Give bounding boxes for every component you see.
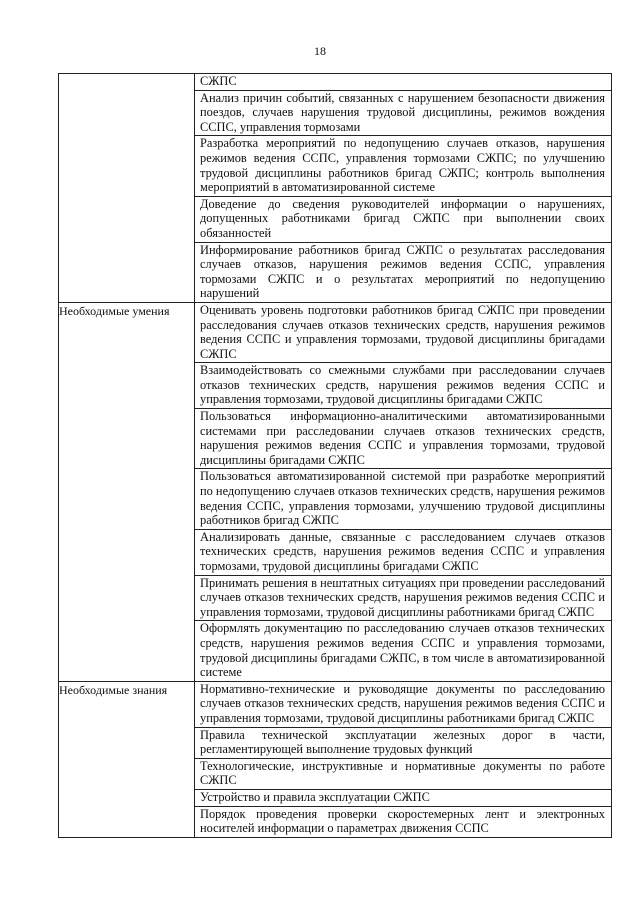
- content-cell: Анализ причин событий, связанных с нарушением безопасности движения поездов, случаев нарушения трудовой дисциплины, режимов вождения ССПС, управления тормозами: [195, 90, 612, 136]
- content-cell: Пользоваться информационно-аналитическими автоматизированными системами при расследовании случаев отказов технических средств, нарушения режимов ведения ССПС и управления тормозами, трудовой дисциплины бригадами СЖПС: [195, 409, 612, 469]
- content-cell: Анализировать данные, связанные с расследованием случаев отказов технических средств, нарушения режимов ведения ССПС и управления тормозами, трудовой дисциплины бригадами СЖПС: [195, 529, 612, 575]
- content-cell: Доведение до сведения руководителей информации о нарушениях, допущенных работниками бригад СЖПС при выполнении своих обязанностей: [195, 196, 612, 242]
- table-row: [59, 302, 612, 362]
- label-skills: Необходимые умения: [59, 303, 170, 318]
- qualification-table: [58, 73, 612, 838]
- content-cell: Оформлять документацию по расследованию случаев отказов технических средств, нарушения режимов ведения ССПС и управления тормозами, трудовой дисциплины бригадами СЖПС, в том числе в автоматизированной системе: [195, 621, 612, 681]
- label-cell-empty: [59, 74, 195, 303]
- content-cell: Правила технической эксплуатации железных дорог в части, регламентирующей выполнение трудовых функций: [195, 727, 612, 758]
- label-knowledge: Необходимые знания: [59, 682, 168, 697]
- page-number: 18: [314, 44, 326, 58]
- content-cell: Нормативно-технические и руководящие документы по расследованию случаев отказов технических средств, нарушения режимов ведения ССПС и управления тормозами, трудовой дисциплины работниками бригад СЖПС: [195, 681, 612, 727]
- table-row: [59, 681, 612, 727]
- content-cell: Принимать решения в нештатных ситуациях при проведении расследований случаев отказов технических средств, нарушения режимов ведения ССПС и управления тормозами, трудовой дисциплины работниками бригад СЖПС: [195, 575, 612, 621]
- content-cell: Взаимодействовать со смежными службами при расследовании случаев отказов технических средств, нарушения режимов ведения ССПС и управления тормозами, трудовой дисциплины бригадами СЖПС: [195, 363, 612, 409]
- table-row: [59, 74, 612, 91]
- content-cell: Пользоваться автоматизированной системой при разработке мероприятий по недопущению случаев отказов технических средств, нарушения режимов ведения ССПС, управления тормозами, улучшению трудовой дисциплины работников бригад СЖПС: [195, 469, 612, 529]
- content-cell: Технологические, инструктивные и нормативные документы по работе СЖПС: [195, 758, 612, 789]
- content-cell: Информирование работников бригад СЖПС о результатах расследования случаев отказов, нарушения режимов ведения ССПС, управления тормозами СЖПС и о результатах мероприятий по недопущению нарушений: [195, 242, 612, 302]
- content-cell: Устройство и правила эксплуатации СЖПС: [195, 789, 612, 806]
- content-cell: СЖПС: [195, 74, 612, 91]
- label-cell-knowledge: [59, 681, 195, 837]
- content-cell: Порядок проведения проверки скоростемерных лент и электронных носителей информации о параметрах движения ССПС: [195, 806, 612, 837]
- content-cell: Оценивать уровень подготовки работников бригад СЖПС при проведении расследования случаев отказов технических средств, нарушения режимов ведения ССПС и управления тормозами, трудовой дисциплины бригадами СЖПС: [195, 302, 612, 362]
- content-cell: Разработка мероприятий по недопущению случаев отказов, нарушения режимов ведения ССПС, управления тормозами СЖПС; по улучшению трудовой дисциплины работников бригад СЖПС; контроль выполнения мероприятий в автоматизированной системе: [195, 136, 612, 196]
- label-cell-skills: [59, 302, 195, 681]
